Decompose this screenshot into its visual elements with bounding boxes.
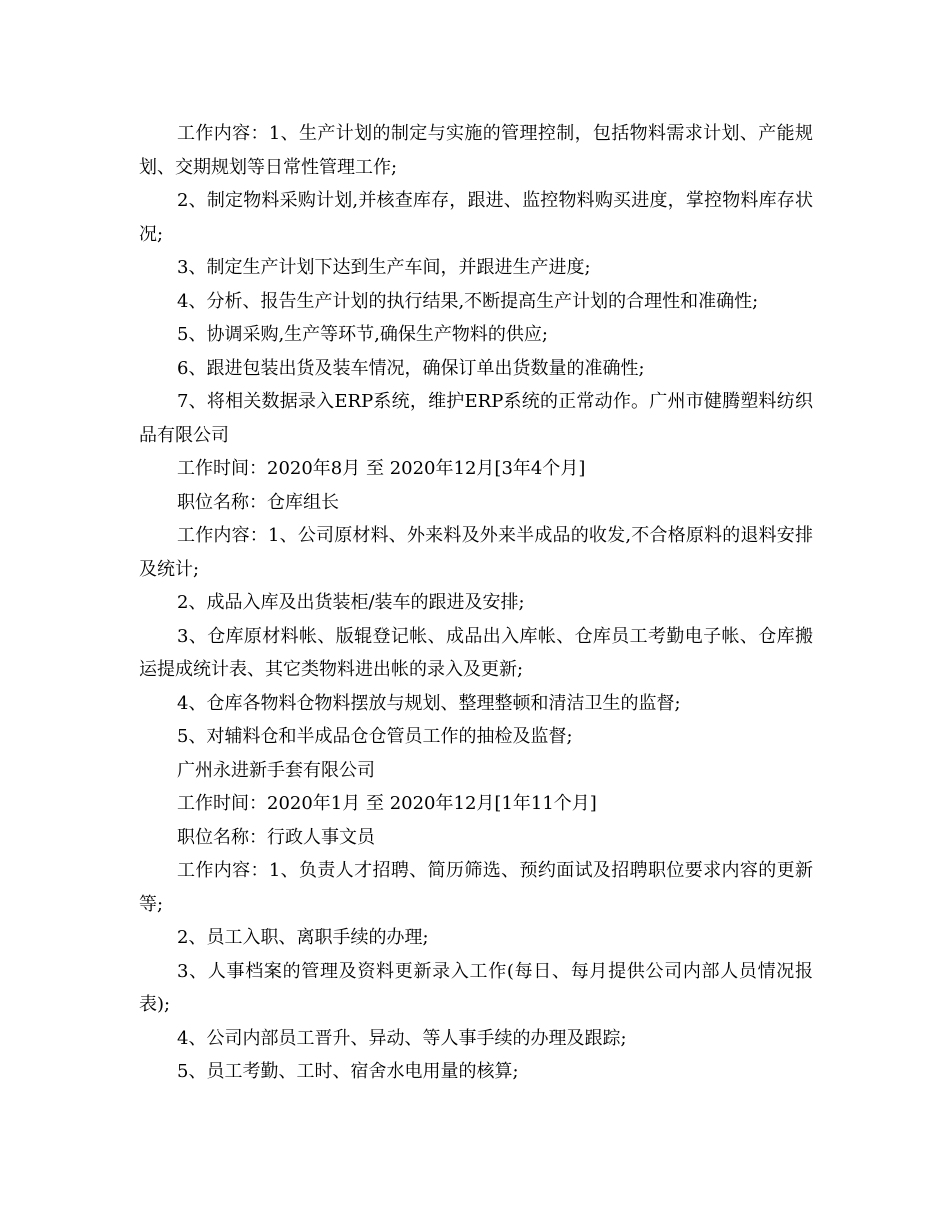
paragraph-work-content-1: 工作内容：1、生产计划的制定与实施的管理控制，包括物料需求计划、产能规划、交期规划等日常性管理工作; bbox=[139, 123, 813, 178]
paragraph-item-4b: 4、仓库各物料仓物料摆放与规划、整理整顿和清洁卫生的监督; bbox=[177, 692, 681, 714]
paragraph-item-2: 2、制定物料采购计划,并核查库存，跟进、监控物料购买进度，掌控物料库存状况; bbox=[139, 190, 813, 245]
paragraph-item-3: 3、制定生产计划下达到生产车间，并跟进生产进度; bbox=[177, 257, 591, 278]
paragraph-item-4: 4、分析、报告生产计划的执行结果,不断提高生产计划的合理性和准确性; bbox=[177, 290, 759, 312]
paragraph-position-1: 职位名称：仓库组长 bbox=[177, 491, 339, 513]
paragraph-item-3b: 3、仓库原材料帐、版辊登记帐、成品出入库帐、仓库员工考勤电子帐、仓库搬运提成统计表、其它类物料进出帐的录入及更新; bbox=[139, 625, 813, 680]
paragraph-item-4c: 4、公司内部员工晋升、异动、等人事手续的办理及跟踪; bbox=[177, 1027, 627, 1049]
paragraph-item-7: 7、将相关数据录入ERP系统，维护ERP系统的正常动作。广州市健腾塑料纺织品有限公司 bbox=[139, 391, 813, 446]
paragraph-item-6: 6、跟进包装出货及装车情况，确保订单出货数量的准确性; bbox=[177, 357, 645, 379]
document-body bbox=[139, 117, 813, 1089]
paragraph-item-5b: 5、对辅料仓和半成品仓仓管员工作的抽检及监督; bbox=[177, 726, 573, 747]
paragraph-work-time-2: 工作时间：2020年1月 至 2020年12月[1年11个月] bbox=[177, 793, 597, 814]
paragraph-item-5c: 5、员工考勤、工时、宿舍水电用量的核算; bbox=[177, 1061, 519, 1082]
paragraph-company-name: 广州永进新手套有限公司 bbox=[177, 759, 375, 781]
paragraph-item-5: 5、协调采购,生产等环节,确保生产物料的供应; bbox=[177, 324, 548, 345]
paragraph-work-time-1: 工作时间：2020年8月 至 2020年12月[3年4个月] bbox=[177, 458, 586, 479]
paragraph-work-content-2: 工作内容：1、公司原材料、外来料及外来半成品的收发,不合格原料的退料安排及统计; bbox=[139, 525, 813, 580]
paragraph-position-2: 职位名称：行政人事文员 bbox=[177, 826, 375, 848]
paragraph-item-2c: 2、员工入职、离职手续的办理; bbox=[177, 927, 429, 948]
paragraph-item-3c: 3、人事档案的管理及资料更新录入工作(每日、每月提供公司内部人员情况报表); bbox=[139, 960, 813, 1015]
paragraph-item-2b: 2、成品入库及出货装柜/装车的跟进及安排; bbox=[177, 592, 525, 613]
paragraph-work-content-3: 工作内容：1、负责人才招聘、简历筛选、预约面试及招聘职位要求内容的更新等; bbox=[139, 860, 813, 915]
